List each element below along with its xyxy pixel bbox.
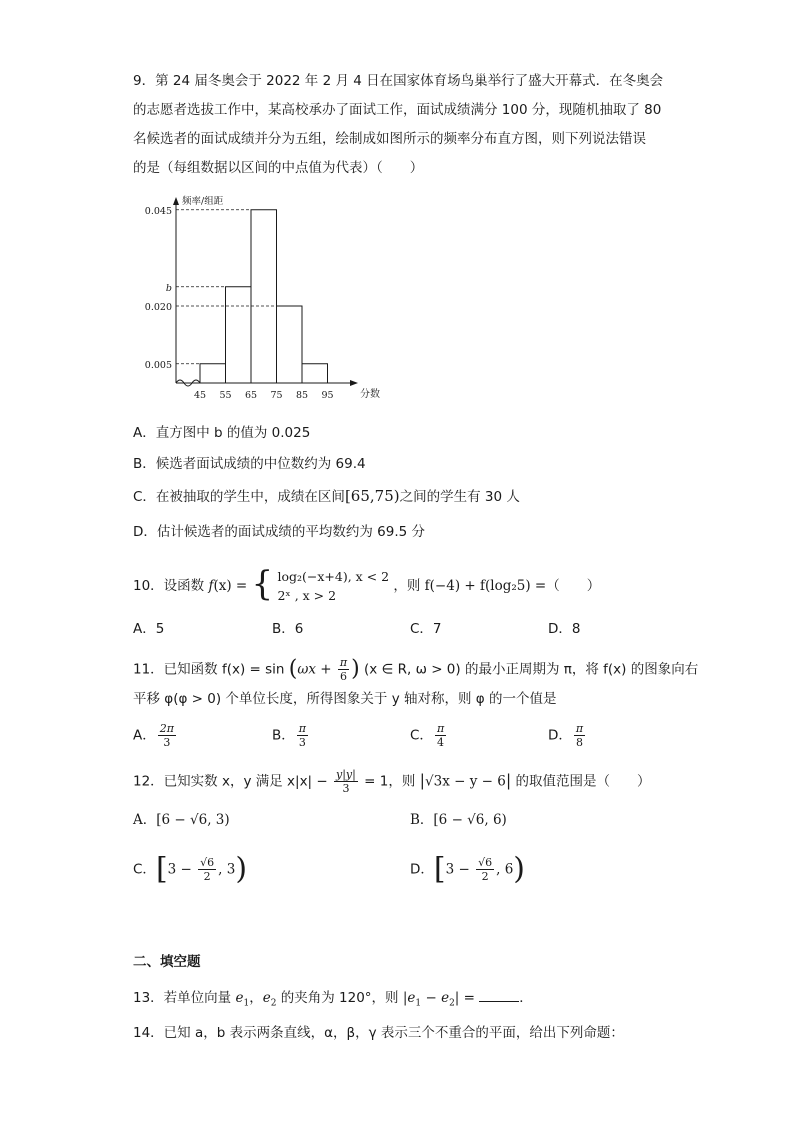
q11-option-a: A． $\frac{2\pi}{3}$ — [133, 722, 174, 749]
histogram-chart — [140, 190, 380, 405]
q11-line-1: 11．已知函数 f(x) = sin (ωx + $\frac{\pi}{6}$ ) (x ∈ R, ω > 0) 的最小正周期为 π，将 f(x) 的图象向右 — [133, 656, 699, 683]
x-tick-label: 95 — [321, 390, 334, 401]
section-title-fill-in: 二、填空题 — [133, 954, 201, 970]
q9-line-4: 的是（每组数据以区间的中点值为代表）（ ） — [133, 160, 424, 176]
y-tick-label: b — [165, 282, 172, 294]
q9-option-c-post: 之间的学生有 30 人 — [399, 489, 520, 505]
histogram-bar — [277, 306, 303, 383]
q12-option-b: B．[6 − √6, 6) — [410, 812, 507, 828]
y-tick-label: 0.005 — [144, 359, 172, 371]
q10-option-c: C．7 — [410, 621, 442, 637]
x-tick-label: 65 — [244, 390, 258, 401]
q11-stem-pre: 11．已知函数 f(x) = sin — [133, 661, 285, 678]
q14-line: 14．已知 a，b 表示两条直线，α，β，γ 表示三个不重合的平面，给出下列命题： — [133, 1025, 624, 1041]
y-axis-arrow — [173, 197, 179, 205]
q9-option-d: D．估计候选者的面试成绩的平均数约为 69.5 分 — [133, 524, 426, 540]
q9-option-c — [133, 487, 520, 506]
x-tick-label: 55 — [219, 390, 232, 401]
q9-line-1: 9．第 24 届冬奥会于 2022 年 2 月 4 日在国家体育场鸟巢举行了盛大开幕式．在冬奥会 — [133, 73, 664, 89]
q12-option-a: A．[6 − √6, 3) — [133, 812, 230, 828]
x-axis-label: 分数 — [360, 389, 380, 400]
q12-line-1: 12．已知实数 x，y 满足 x|x| − $\frac{y|y|}{3}$ = 1，则 |√3x − y − 6| 的取值范围是（ ） — [133, 768, 651, 795]
q9-line-2: 的志愿者选拔工作中，某高校承办了面试工作，面试成绩满分 100 分，现随机抽取了 80 — [133, 102, 662, 118]
q12-stem-pre: 12．已知实数 x，y 满足 x|x| − — [133, 773, 328, 790]
q10-option-d: D．8 — [548, 621, 581, 637]
q12-stem-post: 的取值范围是（ ） — [515, 773, 651, 790]
q9-option-a: A．直方图中 b 的值为 0.025 — [133, 425, 311, 441]
q13-stem-mid: 的夹角为 120°，则 — [280, 990, 399, 1006]
q11-option-d: D． $\frac{\pi}{8}$ — [548, 722, 584, 749]
histogram-bar — [200, 364, 226, 383]
q10-option-a: A．5 — [133, 621, 165, 637]
q9-option-c-pre: C．在被抽取的学生中，成绩在区间 — [133, 489, 345, 505]
q11-option-c: C． $\frac{\pi}{4}$ — [410, 722, 445, 749]
q9-line-3: 名候选者的面试成绩并分为五组，绘制成如图所示的频率分布直方图，则下列说法错误 — [133, 131, 646, 147]
q10-stem-post: ，则 f(−4) + f(log₂5) =（ ） — [393, 578, 601, 594]
y-axis-label: 频率/组距 — [182, 196, 224, 207]
x-tick-label: 75 — [270, 390, 283, 401]
q10-stem-pre: 10．设函数 — [133, 578, 205, 594]
q12-option-d: D．[3 − $\frac{√6}{2}$ , 6) — [410, 851, 526, 887]
q11-stem-mid: (x ∈ R, ω > 0) 的最小正周期为 π，将 f(x) 的图象向右 — [364, 661, 699, 678]
q12-option-c: C．[3 − $\frac{√6}{2}$ , 3) — [133, 851, 248, 887]
x-tick-label: 45 — [193, 390, 207, 401]
q13-line: 13．若单位向量 $e_1$，$e_2$ 的夹角为 120°，则 $|e_1 - e_2|$ = ． — [133, 990, 533, 1009]
y-tick-label: 0.020 — [144, 302, 172, 313]
x-axis-arrow — [350, 380, 358, 386]
q9-option-b: B．候选者面试成绩的中位数约为 69.4 — [133, 456, 366, 472]
q10-case-2: 2ˣ , x > 2 — [277, 588, 337, 603]
q11-line-2: 平移 φ(φ > 0) 个单位长度，所得图象关于 y 轴对称，则 φ 的一个值是 — [133, 691, 557, 707]
q10-option-b: B．6 — [272, 621, 304, 637]
x-tick-label: 85 — [295, 390, 309, 401]
q12-abs-expr: √3x − y − 6 — [425, 773, 506, 790]
q13-answer-blank — [479, 989, 519, 1002]
q13-stem-pre: 13．若单位向量 — [133, 990, 232, 1006]
q10-stem: 10．设函数 f(x) = { log₂(−x+4), x < 2 2ˣ , x > 2 ，则 f(−4) + f(log₂5) =（ ） — [133, 564, 601, 604]
q11-option-b: B． $\frac{\pi}{3}$ — [272, 722, 306, 749]
q12-stem-mid: = 1，则 — [364, 773, 416, 790]
q9-option-c-interval: [65,75) — [344, 487, 400, 505]
histogram-bar — [302, 364, 328, 383]
q10-case-1: log₂(−x+4), x < 2 — [277, 569, 390, 584]
y-tick-label: 0.045 — [144, 205, 172, 217]
histogram-bar — [226, 287, 252, 383]
q13-stem-post: = — [463, 990, 475, 1006]
histogram-bar — [251, 210, 277, 383]
